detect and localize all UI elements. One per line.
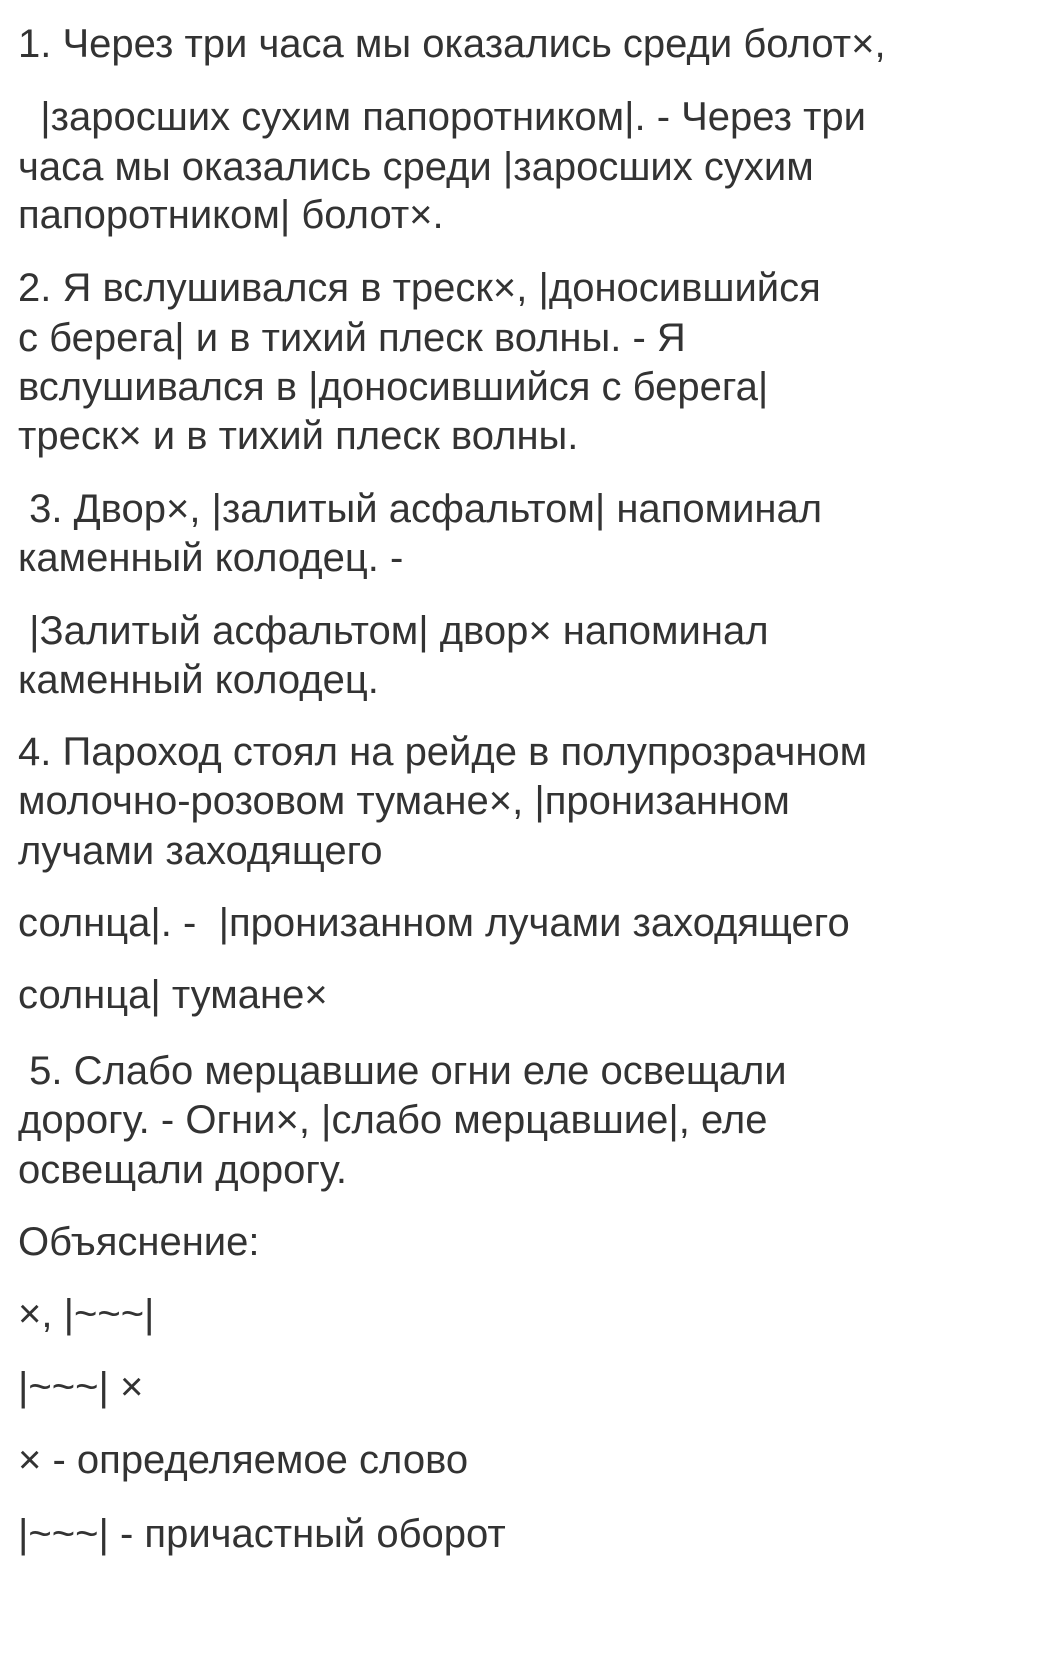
- text-line: лучами заходящего: [18, 829, 383, 873]
- text-line: часа мы оказались среди |заросших сухим: [18, 145, 814, 189]
- text-line: солнца|. - |пронизанном лучами заходящего: [18, 901, 850, 945]
- text-line: каменный колодец.: [18, 658, 379, 702]
- text-line: молочно-розовом тумане×, |пронизанном: [18, 779, 790, 823]
- text-line: 4. Пароход стоял на рейде в полупрозрачном: [18, 730, 868, 774]
- text-line: освещали дорогу.: [18, 1148, 348, 1192]
- text-line: |Залитый асфальтом| двор× напоминал: [18, 609, 769, 653]
- text-line: солнца| тумане×: [18, 973, 328, 1017]
- text-line: |~~~| ×: [18, 1365, 144, 1409]
- text-line: треск× и в тихий плеск волны.: [18, 414, 579, 458]
- text-line: папоротником| болот×.: [18, 193, 444, 237]
- text-line: с берега| и в тихий плеск волны. - Я: [18, 316, 686, 360]
- text-line: 1. Через три часа мы оказались среди болот×,: [18, 22, 886, 66]
- text-line: 2. Я вслушивался в треск×, |доносившийся: [18, 266, 821, 310]
- text-line: вслушивался в |доносившийся с берега|: [18, 365, 769, 409]
- text-line: дорогу. - Огни×, |слабо мерцавшие|, еле: [18, 1098, 768, 1142]
- section-heading: Объяснение:: [18, 1220, 260, 1264]
- text-line: каменный колодец. -: [18, 536, 404, 580]
- text-line: 5. Слабо мерцавшие огни еле освещали: [18, 1049, 787, 1093]
- text-line: × - определяемое слово: [18, 1438, 469, 1482]
- text-line: ×, |~~~|: [18, 1292, 155, 1336]
- text-line: |~~~| - причастный оборот: [18, 1512, 506, 1556]
- text-line: 3. Двор×, |залитый асфальтом| напоминал: [18, 487, 823, 531]
- text-line: |заросших сухим папоротником|. - Через три: [18, 95, 867, 139]
